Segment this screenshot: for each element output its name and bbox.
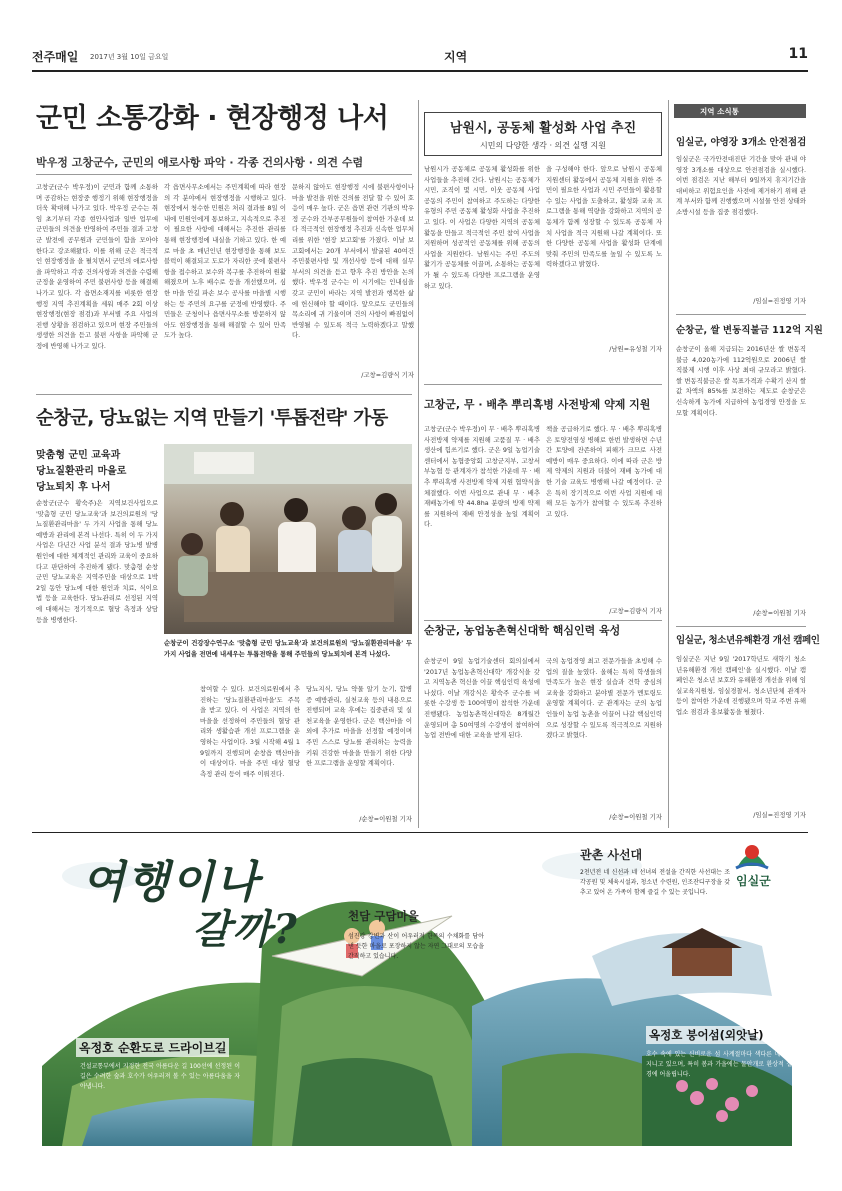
namwon-col2: 을 구성해야 한다. 앞으로 남원시 공동체 지원센터 활동에서 공동체 지원을 위한 주민이 필요한 사업과 시민 주민들이 활용할 수 있는 사업을 도출하고, 활성화 교육 프로그램을 통해 역량을 강화하고 지역의 공동체가 함께 성장할 수 있도록 공동체 자치 사업을 적극 지원해 나갈 계획이다. 또한 다양한 공동체 사업을 활성화 단계에 맞춰 주민의 만족도를 높일 수 있도록 노력하겠다고 밝혔다.: [546, 165, 662, 269]
issue-date: 2017년 3월 10일 금요일: [90, 53, 169, 61]
ad-slogan-line2: 갈까?: [192, 906, 299, 953]
brief-item2-title: 순창군, 쌀 변동직불금 112억 지원: [676, 325, 823, 336]
mid-col2: 참여할 수 있다. 보건의료원에서 추진하는 '당뇨질환관리마을'도 주목을 받고 있다. 이 사업은 지역의 한 마을을 선정하여 주민들의 혈당 관리와 생활습관 개선 프로그램을 운영하는 사업이다. 3월 시작해 4월 19일까지 진행되며 순창읍 백산마을이 대상이다. 마을 주민 대상 혈당 측정 관리 등이 매주 이뤄진다.: [200, 685, 300, 778]
masthead-rule: [32, 70, 808, 72]
brief-label: 지역 소식통: [700, 107, 739, 116]
spot-cheondam-title: 천담 구담마을: [348, 909, 419, 923]
imsil-emblem-icon: [732, 840, 772, 874]
spot-sasundae-text: 2천년전 네 신선과 네 선녀의 전설을 간직한 사선대는 조각공원 및 체육시설과, 청소년 수련원, 인조잔디구장을 갖추고 있어 온 가족이 함께 즐길 수 있는 곳입니다.: [580, 869, 730, 896]
mid-col1: 순창군(군수 황숙주)은 지역보건사업으로 '맞춤형 군민 당뇨교육'과 보건의료원의 '당뇨질환관리마을' 두 가지 사업을 통해 당뇨 예방과 관리에 본격 나선다. 특히 이 두 가지 사업은 다년간 사업 분석 결과 당뇨병 발병 원인에 대한 체계적인 관리와 교육이 중요하다고 판단하여 추진하게 됐다. 맞춤형 순창군민 당뇨교육은 지역주민을 대상으로 1박 2일 동안 당뇨에 대한 원인과 치료, 식이요법 등을 교육한다. 당뇨관리로 선정된 지역에 대해서는 정기적으로 혈당 측정과 상담 등을 병행한다.: [36, 499, 158, 624]
tourism-advertisement: [32, 836, 808, 1146]
gochang-radish-headline: 고창군, 무 · 배추 뿌리혹병 사전방제 약제 지원: [424, 398, 651, 411]
main-headline: 군민 소통강화 · 현장행정 나서: [36, 103, 389, 134]
gochang-radish-rule: [424, 620, 662, 621]
brief-rule-2: [676, 626, 806, 627]
imsil-logo: [732, 840, 772, 874]
spot-okjeong-drive-text: 건설교통부에서 지정한 전국 아름다운 길 100선에 선정된 이 길은 수려한 숲과 호수가 어우러져 볼 수 있는 아름다움을 자아냅니다.: [80, 1063, 240, 1090]
brief-item1-text: 임실군은 국가안전대진단 기간을 맞아 관내 야영장 3개소를 대상으로 안전점검을 실시했다. 이번 점검은 지난 해부터 9일까지 휴지기간을 대비하고 위험요인을 사전에 제거하기 위해 관계 부서와 함께 진행했으며 시설물 안전 상태와 소방시설 등을 집중 점검했다.: [676, 155, 806, 216]
sunchang-agri-byline: /순창=이원철 기자: [609, 813, 662, 821]
brief-item3-title: 임실군, 청소년유해환경 개선 캠페인: [676, 635, 820, 646]
main-sub-rule: [36, 174, 412, 175]
namwon-subheadline: 시민의 다양한 생각 · 의견 실행 지원: [480, 141, 606, 150]
gochang-radish-byline: /고창=김량식 기자: [609, 607, 662, 615]
namwon-bottom-rule: [424, 384, 662, 385]
mid-subhead-1: 맞춤형 군민 교육과: [36, 450, 121, 461]
col-sep-2: [668, 100, 669, 828]
photo-caption: 순창군이 건강장수연구소 '맞춤형 군민 당뇨교육'과 보건의료원의 '당뇨질환관리마을' 두가지 사업을 전면에 내세우는 투톱전략을 통해 주민들의 당뇨퇴치에 본격 나섰다.: [164, 639, 412, 658]
sunchang-agri-col2: 국의 농업경영 최고 전문가들을 초빙해 수업의 질을 높였다. 올해는 특히 학생들의 만족도가 높은 현장 실습과 견학 중심의 교육을 강화하고 분야별 전문가 멘토링도 운영할 계획이다. 군 관계자는 군의 농업인들이 농업 농촌을 이끌어 나갈 핵심인력으로 성장할 수 있도록 적극적으로 지원하겠다고 밝혔다.: [546, 657, 662, 740]
diabetes-education-photo: [164, 444, 412, 634]
main-byline: /고창=김량식 기자: [361, 371, 414, 379]
spot-cheondam-text: 섬진강 강변과 산이 어우러져 한폭의 수채화를 담아 낸 듯한 마을로 포장하지 않는 자연 그대로의 모습을 간직하고 있습니다.: [348, 933, 484, 960]
spot-sasundae-title: 관촌 사선대: [580, 848, 643, 862]
main-article-col3: 문하지 않아도 현장행정 시에 불편사항이나 마을 발전을 위한 건의를 전달 할 수 있어 호응이 매우 높다. 군은 읍면 관련 기관의 박우정 군수와 간부공무원들이 참여한 가운데 보다 적극적인 현장행정 추진과 신속한 업무처리를 위한 '현장 보고회'를 가졌다. 이날 보고회에서는 20개 부서에서 발굴된 40여건 주민불편사항 및 개선사항 등에 대해 실무 부서의 의견을 듣고 향후 추진 방안을 논의했다. 박우정 군수는 이 시기에는 인내심을 갖고 군민이 바라는 지역 발전과 행복한 삶에 헌신해야 할 때이다. 앞으로도 군민들의 목소리에 귀 기울이며 건의 사항이 빠짐없이 반영될 수 있도록 적극 노력하겠다고 말했다.: [292, 183, 414, 340]
mid-headline: 순창군, 당뇨없는 지역 만들기 '투톱전략' 가동: [36, 408, 388, 429]
namwon-byline: /남원=유성철 기자: [609, 345, 662, 353]
namwon-headline: 남원시, 공동체 활성화 사업 추진: [449, 121, 637, 136]
main-article-col1: 고창군(군수 박우정)이 군민과 함께 소통하며 공감하는 현장중 행정기 위해 현장행정을 더욱 확대해 나가고 있다. 박우정 군수는 취임 초기부터 각종 현안사업과 일반 업무에 군민들의 의견을 반영하여 주민들 결과 고창군 발전에 공무원과 군민들이 함을 모아야 한다고 강조해왔다. 이를 위해 군은 적극적인 현장행정을 을 펼치면서 군민의 애로사항을 파악하고 각종 건의사항과 의견을 수렴해 군정을 운영하여 주민 불편사항 등을 해결해 나가고 있다. 각 읍면소재지를 비롯한 현장행정 지역 추진계획을 세워 매주 2회 이상 현장행정(현장 점검)과 부서별 주요 사업의 진행 상황을 점검하고 있으며 현장 주민들의 생생한 의견을 듣고 불편 사항을 파악해 군정에 반영해 나가고 있다.: [36, 183, 158, 350]
mid-subhead-2: 당뇨질환관리 마을로: [36, 466, 127, 477]
brief-item3-byline: /임실=진정영 기자: [753, 811, 806, 819]
mid-subhead-3: 당뇨퇴치 후 나서: [36, 482, 111, 493]
brief-label-bar: [674, 104, 806, 118]
brief-rule-1: [676, 314, 806, 315]
gochang-radish-col1: 고창군(군수 박우정)이 무 · 배추 뿌리혹병 사전방제 약제를 지원해 고품질 무 · 배추 생산에 힘쓰기로 했다. 군은 9일 농업기술센터에서 농협중앙회 고창군지부, 고창서부농협 등 관계자가 참석한 가운데 무 · 배추 뿌리혹병 사전방제 약제 지원 협약식을 체결했다. 이번 사업으로 관내 무 · 배추 재배농가에 약 44.8ha 분량의 방제 약제를 지원하여 재배 안정성을 높일 계획이다.: [424, 425, 540, 529]
ad-top-rule: [32, 832, 808, 833]
sunchang-agri-headline: 순창군, 농업농촌혁신대학 핵심인력 육성: [424, 624, 621, 637]
spot-bungeoseom-title: 옥정호 붕어섬(외앗날): [646, 1026, 767, 1044]
main-article-col2: 각 읍면사무소에서는 주민계획에 따라 현장의 각 분야에서 현장행정을 시행하고 있다. 현장에서 청수한 민원은 처리 결과를 8일 이내에 민원인에게 통보하고, 지속적으로 추진이 필요한 사항에 대해서는 추진한 관리를 통해 현장행정에 내실을 기하고 있다. 한 예로 마을 초 매년인년 현장행정을 통해 보도블럭이 해결되고 도로가 자리한 곳에 불편사항을 접수하고 보수와 복구를 추진하여 원활해졌으며 노후 배수로 등을 개선했으며, 심한 마을 안길 파손 보수 공사를 마을별 시행하는 등 주민의 요구를 군정에 반영했다. 주민들은 군청이나 읍면사무소를 방문하지 않아도 현장행정을 통해 해결할 수 있어 만족도가 높다.: [164, 183, 286, 340]
brief-item2-byline: /순창=이원철 기자: [753, 609, 806, 617]
brief-item1-byline: /임실=진정영 기자: [753, 297, 806, 305]
namwon-col1: 남원시가 공동체로 공동체 활성화를 위한 사업들을 추진해 간다. 남원시는 공동체가 시민, 조직이 몇 시민, 이웃 공동체 사업 공동의 주민이 참여하고 주도하는 다양한 유형의 주민 공동체 활성화 사업을 추진하고 있다. 이 사업은 다양한 지역의 공동체 활동을 만들고 적극적인 주민 참여 사업을 지원하며 성공적인 공동체를 위해 공동의 사업을 지원한다. 남원시는 주민 주도의 활기가 공동체를 이끌며, 소통하는 공동체가 될 수 있도록 다양한 프로그램을 운영하고 있다.: [424, 165, 540, 290]
brief-item3-text: 임실군은 지난 9일 '2017학년도 새학기 청소년유해환경 개선 캠페인'을 실시했다. 이날 캠페인은 청소년 보호와 유해환경 개선을 위해 임실교육지원청, 임실경찰서, 청소년단체 관계자 등이 참여한 가운데 진행됐으며 학교 주변 유해업소 점검과 홍보활동을 펼쳤다.: [676, 655, 806, 716]
ad-brand: 임실군: [736, 874, 771, 888]
sunchang-agri-col1: 순창군이 9일 농업기술센터 회의실에서 '2017년 농업농촌혁신대학' 개강식을 갖고 지역농촌 혁신을 이끌 핵심인력 육성에 나섰다. 이날 개강식은 황숙주 군수를 비롯한 수강생 등 100여명이 참석한 가운데 진행됐다. 농업농촌혁신대학은 8개월간 운영되며 총 50여명의 수강생이 참여하여 농업 전반에 대한 교육을 받게 된다.: [424, 657, 540, 740]
paper-name: 전주매일: [32, 50, 79, 64]
spot-bungeoseom-text: 호수 속에 있는 신비로운 섬 사계절마다 색다른 매력을 지니고 있으며, 특히 봄과 가을에는 물안개로 환상적 절경에 어울립니다.: [646, 1051, 792, 1078]
brief-item1-title: 임실군, 야영장 3개소 안전점검: [676, 137, 807, 148]
section-name: 지역: [444, 50, 468, 64]
spot-okjeong-drive-title: 옥정호 순환도로 드라이브길: [76, 1038, 229, 1057]
mid-article-top-rule: [36, 394, 412, 395]
mid-byline: /순창=이원철 기자: [359, 815, 412, 823]
col-sep-1: [418, 100, 419, 828]
ad-slogan-line1: 여행이나: [82, 857, 261, 908]
brief-item2-text: 순창군이 올해 지급되는 2016년산 쌀 변동직불금 4,020농가에 112억원으로 2006년 쌀 직불제 시행 이후 사상 최대 규모라고 밝혔다. 쌀 변동직불금은 쌀 목표가격과 수확기 산지 쌀값 차액의 85%를 보전하는 제도로 순창군은 신속하게 농가에 지급하여 농업경영 안정을 도모할 계획이다.: [676, 345, 806, 417]
main-subheadline: 박우정 고창군수, 군민의 애로사항 파악 · 각종 건의사항 · 의견 수렴: [36, 156, 364, 169]
page-number: 11: [788, 46, 808, 62]
masthead: [32, 46, 808, 68]
mid-col3: 당뇨지식, 당뇨 약물 알기 눈기, 합병증 예방관리, 실천교육 등의 내용으로 진행되며 교육 후에는 집중관리 및 실천교육을 운영한다. 군은 백산마을 이외에 추가로 마을을 선정할 예정이며 주민 스스로 당뇨를 관리하는 능력을 키워 건강한 마을을 만들기 위한 다양한 프로그램을 운영할 계획이다.: [306, 685, 412, 768]
gochang-radish-col2: 책을 공급하기로 했다. 무 · 배추 뿌리혹병은 토양전염성 병해로 한번 발생하면 수년간 토양에 잔존하여 피해가 크므로 사전 예방이 매우 중요하다. 이에 따라 군은 방제 약제의 지원과 더불어 재배 농가에 대한 기술 교육도 병행해 나갈 예정이다. 군은 특히 장기적으로 이번 사업 지원에 대해 모든 농가가 참여할 수 있도록 추진하고 있다.: [546, 425, 662, 518]
